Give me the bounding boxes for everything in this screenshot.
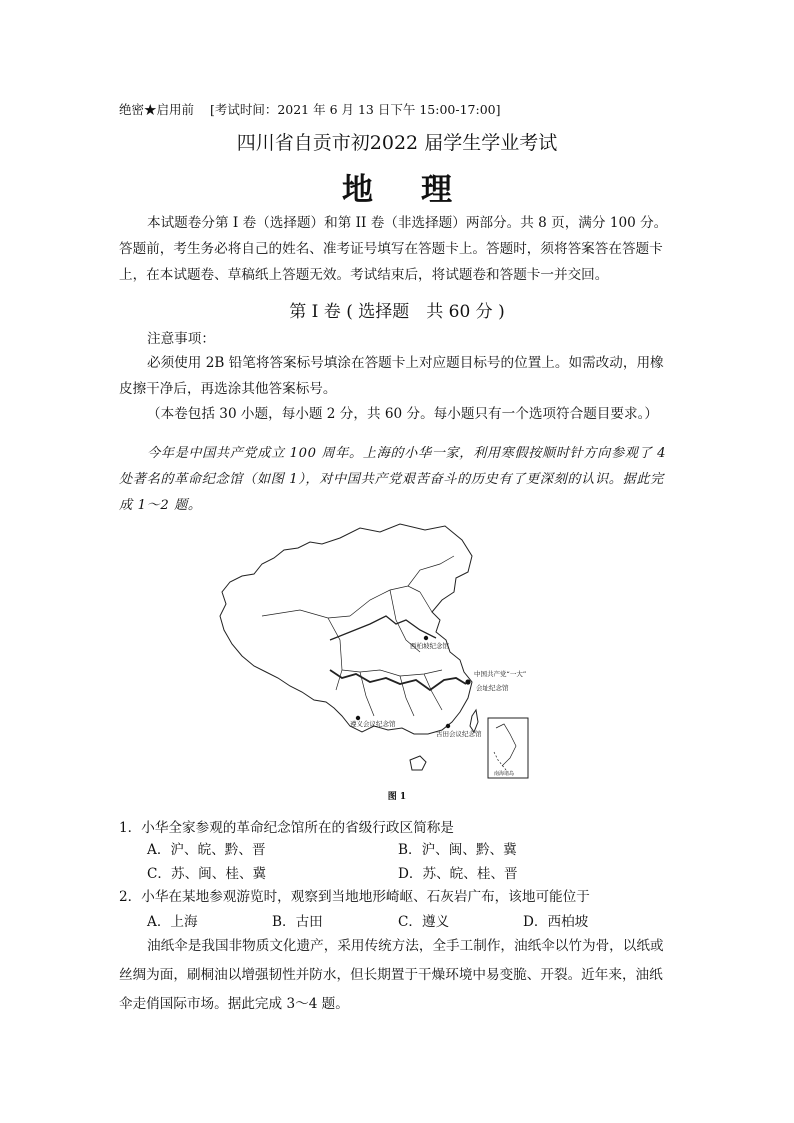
marker-xibaipo bbox=[424, 636, 428, 640]
marker-gutian bbox=[446, 724, 450, 728]
label-xibaipo: 西柏坡纪念馆 bbox=[410, 642, 449, 650]
marker-yida bbox=[465, 679, 470, 684]
notes-heading: 注意事项： bbox=[147, 331, 215, 347]
yangtze-river bbox=[330, 670, 466, 690]
question-1-option-a: A．沪、皖、黔、晋 bbox=[147, 842, 266, 858]
label-yida-2: 会址纪念馆 bbox=[476, 684, 509, 692]
figure-label: 图 1 bbox=[387, 792, 407, 802]
question-2-option-a: A．上海 bbox=[147, 914, 198, 930]
exam-time: [考试时间：2021 年 6 月 13 日下午 15:00-17:00] bbox=[209, 102, 501, 117]
confidential-mark: 绝密★启用前 bbox=[119, 102, 195, 117]
subject-char-2: 理 bbox=[421, 172, 452, 208]
question-2-option-b: B．古田 bbox=[272, 914, 323, 930]
passage-q3-4: 油纸伞是我国非物质文化遗产，采用传统方法，全手工制作，油纸伞以竹为骨，以纸或丝绸为面，刷桐油以增强韧性并防水，但长期置于干燥环境中易变脆、开裂。近年来，油纸伞走俏国际市场。据此完成 3～4 题。 bbox=[119, 938, 664, 1012]
yellow-river bbox=[330, 616, 436, 640]
question-1-option-c: C．苏、闽、桂、冀 bbox=[147, 866, 267, 882]
question-2-option-d: D．西柏坡 bbox=[523, 914, 589, 930]
notes-line-2: （本卷包括 30 小题，每小题 2 分，共 60 分。每小题只有一个选项符合题目要求。） bbox=[147, 406, 658, 422]
label-yida-1: 中国共产党“一大” bbox=[474, 670, 527, 678]
question-2-option-c: C．遵义 bbox=[398, 914, 450, 930]
notes-line-1: 必须使用 2B 铅笔将答案标号填涂在答题卡上对应题目标号的位置上。如需改动，用橡皮擦干净后，再选涂其他答案标号。 bbox=[119, 355, 664, 397]
china-outline bbox=[220, 524, 472, 734]
label-zunyi: 遵义会议纪念馆 bbox=[350, 720, 396, 728]
south-sea-inset bbox=[488, 718, 528, 778]
label-nanhai: 南海诸岛 bbox=[494, 771, 515, 777]
question-1-option-b: B．沪、闽、黔、冀 bbox=[398, 842, 517, 858]
label-gutian: 古田会议纪念馆 bbox=[436, 730, 482, 738]
hainan-island bbox=[410, 756, 426, 770]
exam-title: 四川省自贡市初2022 届学生学业考试 bbox=[236, 132, 558, 154]
question-2-stem: 2．小华在某地参观游览时，观察到当地地形崎岖、石灰岩广布，该地可能位于 bbox=[119, 889, 590, 905]
question-1-stem: 1．小华全家参观的革命纪念馆所在的省级行政区简称是 bbox=[119, 820, 454, 836]
subject-char-1: 地 bbox=[342, 172, 373, 208]
intro-paragraph: 本试题卷分第 I 卷（选择题）和第 II 卷（非选择题）两部分。共 8 页，满分 100 分。答题前，考生务必将自己的姓名、准考证号填写在答题卡上。答题时，须将答案答在答题卡上，在本试题卷、草稿纸上答题无效。考试结束后，将试题卷和答题卡一并交回。 bbox=[119, 215, 668, 283]
question-1-option-d: D．苏、皖、桂、晋 bbox=[398, 866, 518, 882]
taiwan-island bbox=[470, 710, 478, 732]
section-1-title: 第 I 卷 ( 选择题 共 60 分 ) bbox=[289, 302, 505, 322]
exam-header bbox=[119, 100, 500, 118]
subject-title bbox=[0, 164, 794, 209]
china-map-figure bbox=[210, 520, 540, 785]
passage-q1-2: 今年是中国共产党成立 100 周年。上海的小华一家，利用寒假按顺时针方向参观了 4 处著名的革命纪念馆（如图 1），对中国共产党艰苦奋斗的历史有了更深刻的认识。据此完成 1～2 题。 bbox=[119, 446, 667, 513]
